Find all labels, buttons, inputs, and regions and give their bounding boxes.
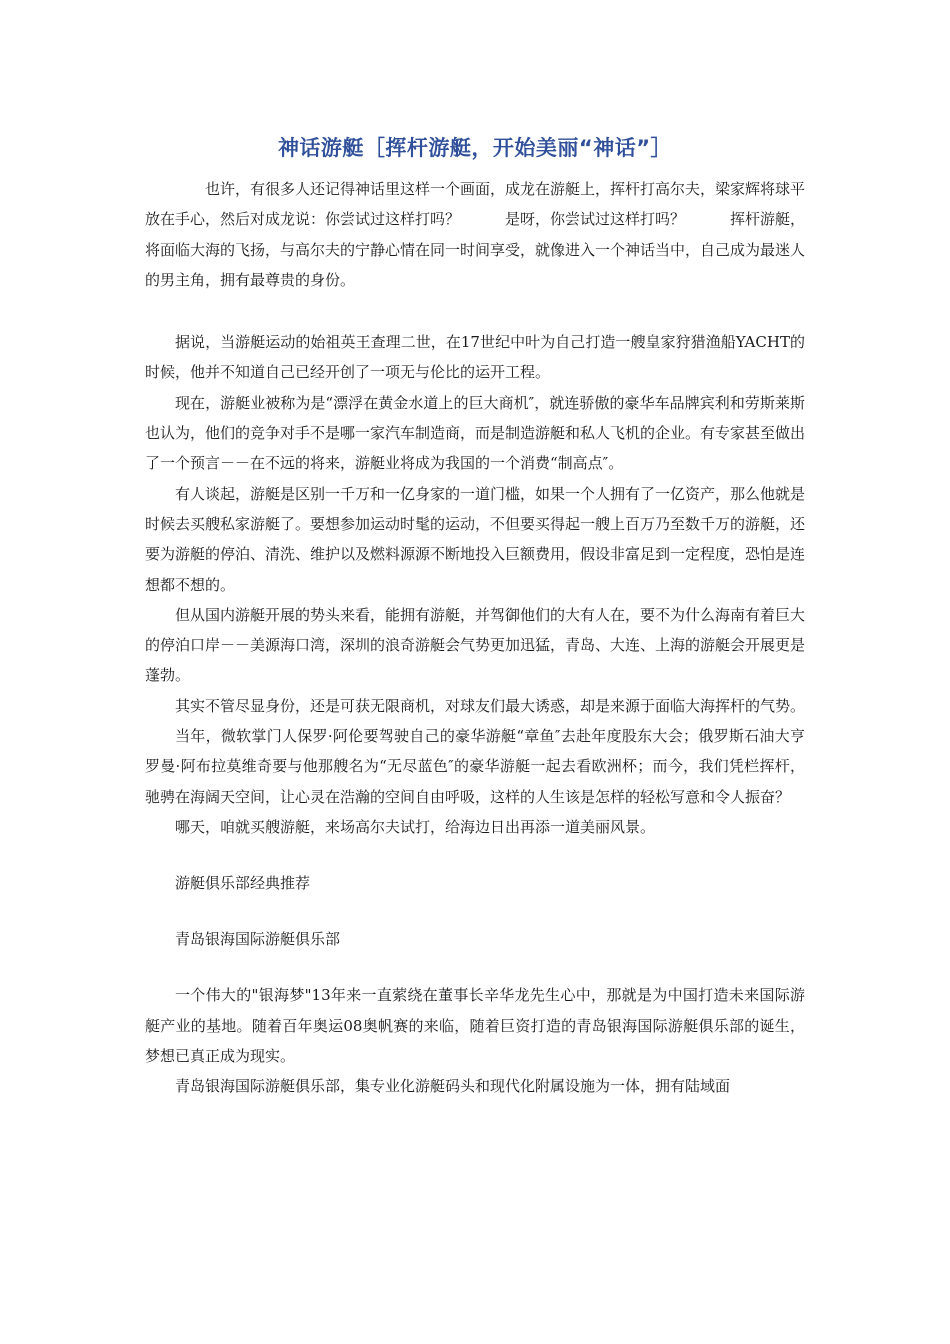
paragraph-celebrities: 当年，微软掌门人保罗·阿伦要驾驶自己的豪华游艇“章鱼″去赴年度股东大会；俄罗斯石油大亨罗曼·阿布拉莫维奇要与他那艘名为“无尽蓝色″的豪华游艇一起去看欧洲杯；而今，我们凭栏挥杆，驰骋在海阔天空间，让心灵在浩瀚的空间自由呼吸，这样的人生该是怎样的轻松写意和令人振奋？ bbox=[145, 727, 805, 806]
paragraph-closing: 哪天，咱就买艘游艇，来场高尔夫试打，给海边日出再添一道美丽风景。 bbox=[175, 817, 656, 836]
paragraph-intro: 也许，有很多人还记得神话里这样一个画面，成龙在游艇上，挥杆打高尔夫，梁家辉将球平放在手心，然后对成龙说：你尝试过这样打吗？ 是呀，你尝试过这样打吗？ 挥杆游艇，将面临大海的飞扬，与高尔夫的宁静心情在同一时间享受，就像进入一个神话当中，自己成为最迷人的男主角，拥有最尊贵的身份。 bbox=[145, 180, 806, 289]
paragraph-yinhai-facilities: 青岛银海国际游艇俱乐部，集专业化游艇码头和现代化附属设施为一体，拥有陆域面 bbox=[175, 1077, 731, 1096]
paragraph-appeal: 其实不管尽显身份，还是可获无限商机，对球友们最大诱惑，却是来源于面临大海挥杆的气势。 bbox=[175, 696, 806, 715]
paragraph-gap bbox=[145, 898, 805, 924]
section-heading-qingdao: 青岛银海国际游艇俱乐部 bbox=[175, 930, 341, 949]
paragraph-industry: 现在，游艇业被称为是“漂浮在黄金水道上的巨大商机″，就连骄傲的豪华车品牌宾利和劳斯莱斯也认为，他们的竞争对手不是哪一家汽车制造商，而是制造游艇和私人飞机的企业。有专家甚至做出了一个预言－－在不远的将来，游艇业将成为我国的一个消费“制高点″。 bbox=[145, 393, 806, 473]
paragraph-yinhai-dream: 一个伟大的"银海梦"13年来一直萦绕在董事长辛华龙先生心中，那就是为中国打造未来国际游艇产业的基地。随着百年奥运08奥帆赛的来临，随着巨资打造的青岛银海国际游艇俱乐部的诞生，梦想已真正成为现实。 bbox=[145, 986, 805, 1065]
paragraph-domestic: 但从国内游艇开展的势头来看，能拥有游艇，并驾御他们的大有人在，要不为什么海南有着巨大的停泊口岸－－美源海口湾，深圳的浪奇游艇会气势更加迅猛，青岛、大连、上海的游艇会开展更是蓬勃。 bbox=[145, 605, 806, 685]
paragraph-gap bbox=[145, 295, 805, 327]
paragraph-threshold: 有人谈起，游艇是区别一千万和一亿身家的一道门槛，如果一个人拥有了一亿资产，那么他就是时候去买艘私家游艇了。要想参加运动时髦的运动，不但要买得起一艘上百万乃至数千万的游艇，还要为游艇的停泊、清洗、维护以及燃料源源不断地投入巨额费用，假设非富足到一定程度，恐怕是连想都不想的。 bbox=[145, 484, 806, 594]
section-heading-clubs: 游艇俱乐部经典推荐 bbox=[175, 874, 311, 893]
paragraph-gap bbox=[145, 954, 805, 980]
paragraph-history: 据说，当游艇运动的始祖英王查理二世，在17世纪中叶为自己打造一艘皇家狩猎渔船YACHT的时候，他并不知道自己已经开创了一项无与伦比的运开工程。 bbox=[145, 333, 805, 382]
paragraph-gap bbox=[145, 842, 805, 868]
document-page bbox=[145, 132, 805, 1101]
document-title: 神话游艇［挥杆游艇，开始美丽“神话”］ bbox=[277, 136, 673, 160]
